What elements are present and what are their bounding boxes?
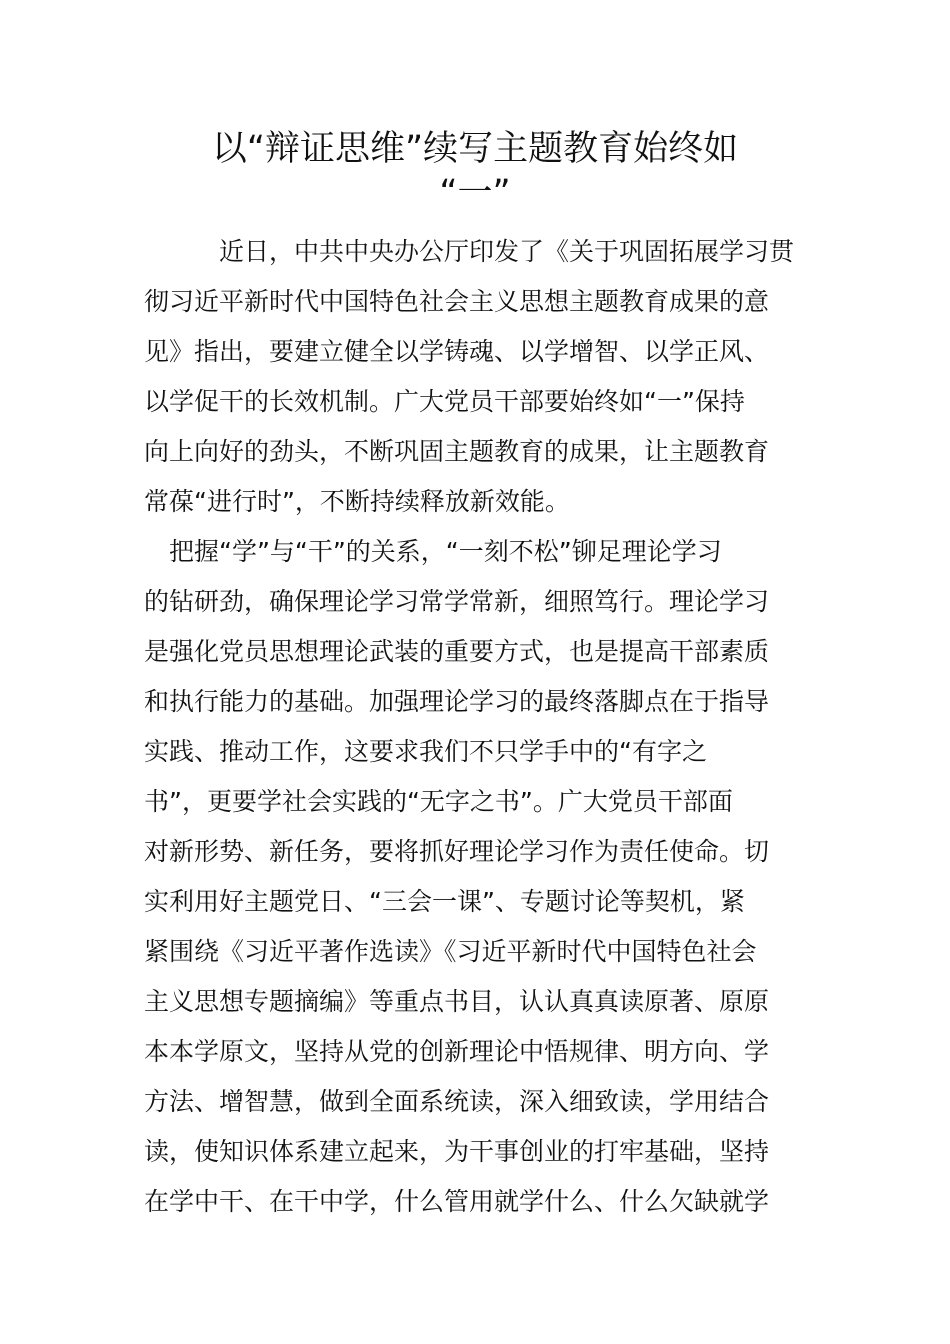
body-line: 和执行能力的基础。加强理论学习的最终落脚点在于指导 [144, 687, 770, 716]
body-line: 方法、增智慧，做到全面系统读，深入细致读，学用结合 [144, 1087, 770, 1116]
body-line: 是强化党员思想理论武装的重要方式，也是提高干部素质 [144, 637, 770, 666]
document-title-line-2: “一” [439, 173, 511, 213]
body-line: 在学中干、在干中学，什么管用就学什么、什么欠缺就学 [144, 1187, 770, 1216]
body-line: 彻习近平新时代中国特色社会主义思想主题教育成果的意 [144, 287, 770, 316]
body-line: 本本学原文，坚持从党的创新理论中悟规律、明方向、学 [144, 1037, 770, 1066]
body-line: 近日，中共中央办公厅印发了《关于巩固拓展学习贯 [219, 237, 795, 266]
body-line: 见》指出，要建立健全以学铸魂、以学增智、以学正风、 [144, 337, 770, 366]
body-line: 主义思想专题摘编》等重点书目，认认真真读原著、原原 [144, 987, 770, 1016]
document-title-line-1: 以“辩证思维”续写主题教育始终如 [211, 129, 739, 169]
body-line: 常葆“进行时”，不断持续释放新效能。 [144, 487, 570, 516]
body-line: 实践、推动工作，这要求我们不只学手中的“有字之 [144, 737, 707, 766]
body-line: 以学促干的长效机制。广大党员干部要始终如“一”保持 [144, 387, 745, 416]
body-line: 读，使知识体系建立起来，为干事创业的打牢基础，坚持 [144, 1137, 770, 1166]
body-line: 把握“学”与“干”的关系，“一刻不松”铆足理论学习 [169, 537, 722, 566]
body-line: 的钻研劲，确保理论学习常学常新，细照笃行。理论学习 [144, 587, 770, 616]
body-line: 向上向好的劲头，不断巩固主题教育的成果，让主题教育 [144, 437, 770, 466]
body-line: 书”，更要学社会实践的“无字之书”。广大党员干部面 [144, 787, 733, 816]
body-line: 对新形势、新任务，要将抓好理论学习作为责任使命。切 [144, 837, 770, 866]
body-line: 紧围绕《习近平著作选读》《习近平新时代中国特色社会 [144, 937, 757, 966]
body-line: 实利用好主题党日、“三会一课”、专题讨论等契机，紧 [144, 887, 745, 916]
